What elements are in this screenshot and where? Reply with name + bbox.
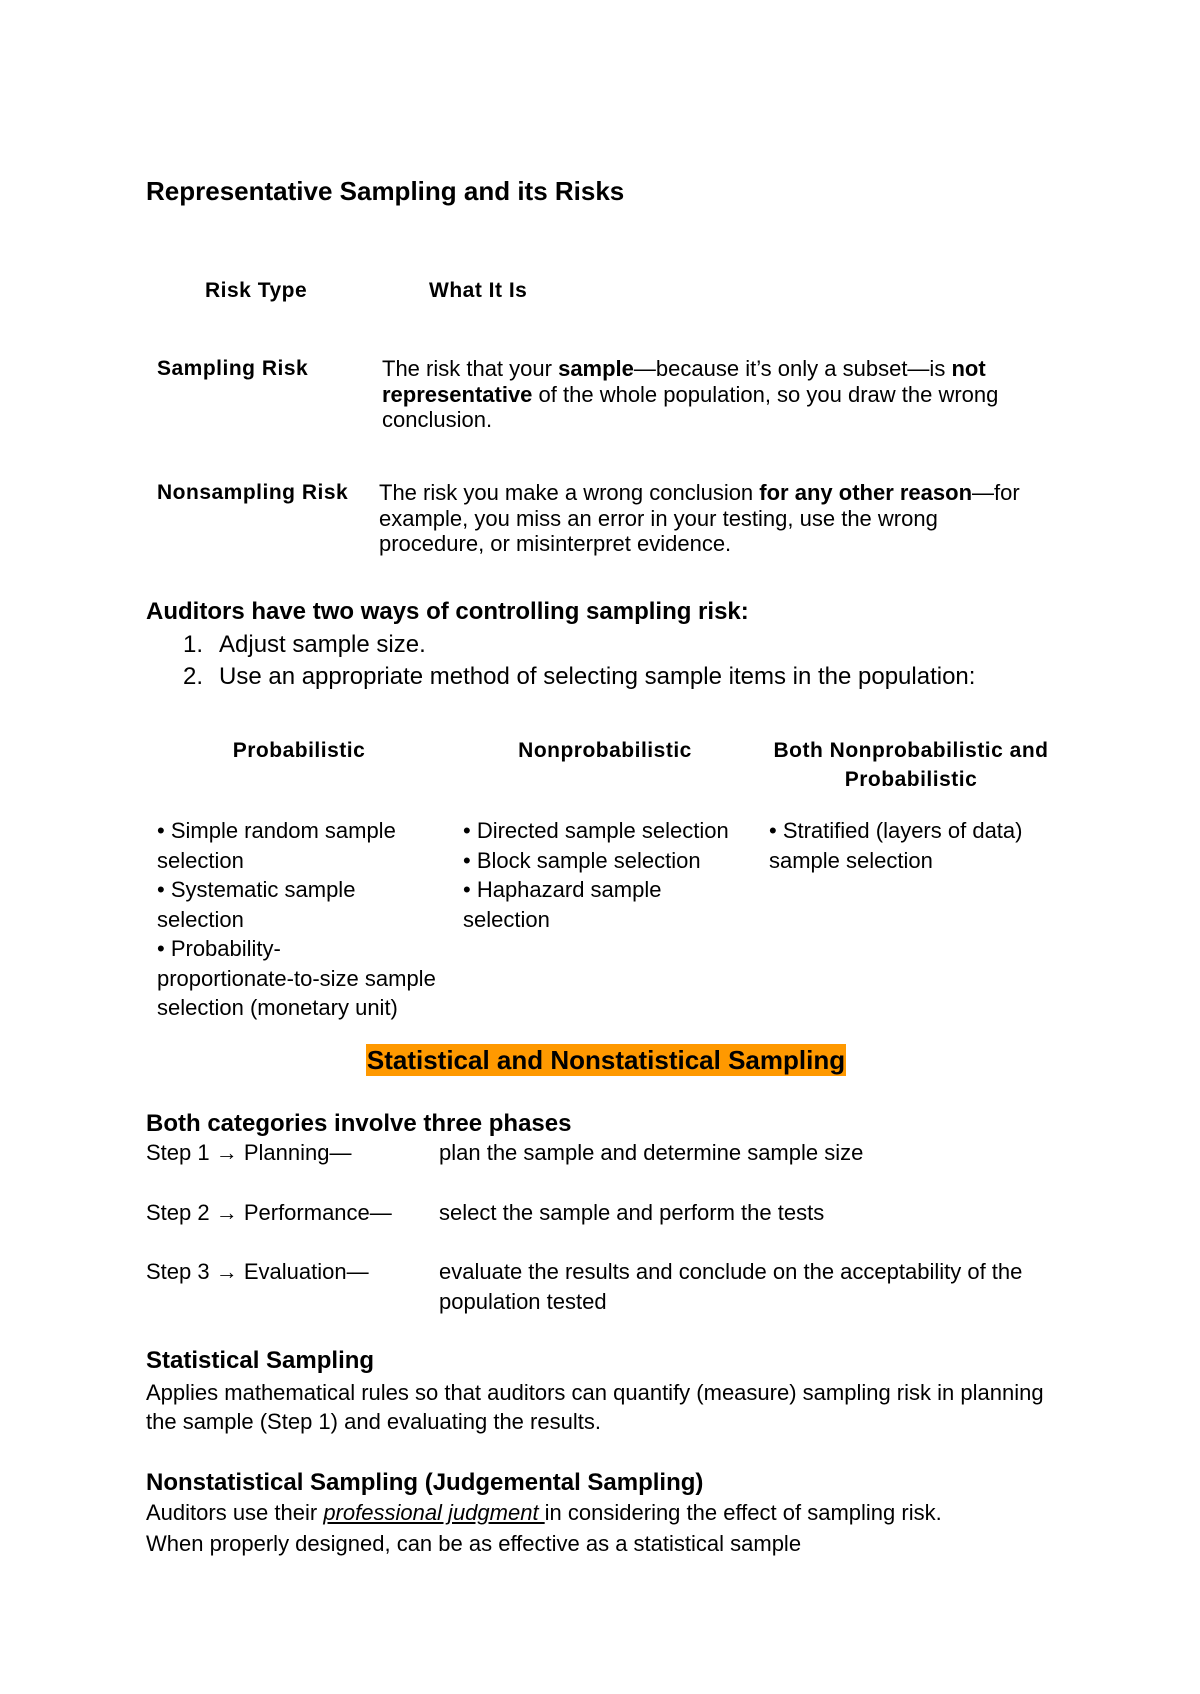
description-bold-text: not representative xyxy=(382,356,986,407)
probabilistic-list xyxy=(146,816,442,1023)
paragraph-text: Auditors use their xyxy=(146,1500,324,1525)
nonstatistical-sampling-line-1 xyxy=(146,1498,942,1528)
step-label: Step 2 → Performance— xyxy=(146,1200,392,1225)
both-methods-heading: Both Nonprobabilistic and Probabilistic xyxy=(773,739,1049,791)
description-text: of the whole population, so you draw the wrong conclusion. xyxy=(382,381,999,433)
section-highlight: Statistical and Nonstatistical Sampling xyxy=(366,1045,846,1075)
list-item xyxy=(463,875,748,934)
controls-heading: Auditors have two ways of controlling sampling risk: xyxy=(146,598,749,625)
list-item-text: • Haphazard sample selection xyxy=(463,877,662,932)
sampling-risk-description xyxy=(382,356,1037,433)
list-item-number: 2. xyxy=(183,663,204,690)
step-description: select the sample and perform the tests xyxy=(439,1200,825,1225)
description-text: —for example, you miss an error in your testing, use the wrong procedure, or misinterpret evidence. xyxy=(379,480,1020,557)
list-item-text: • Directed sample selection xyxy=(463,818,729,843)
section-highlight-wrapper xyxy=(146,1044,1066,1076)
probabilistic-heading: Probabilistic xyxy=(232,739,366,762)
description-text: —because it’s only a subset—is xyxy=(633,356,952,381)
list-item-text: Adjust sample size. xyxy=(219,631,426,658)
emphasis-text: professional judgment xyxy=(323,1500,545,1525)
nonsampling-risk-description xyxy=(379,480,1034,557)
step-label: Step 3 → Evaluation— xyxy=(146,1259,369,1284)
both-methods-list xyxy=(758,816,1054,875)
paragraph-text: in considering the effect of sampling risk. xyxy=(544,1500,942,1525)
description-text: The risk you make a wrong conclusion xyxy=(379,480,760,505)
risk-table-header-risk-type: Risk Type xyxy=(205,279,308,302)
list-item-text: • Block sample selection xyxy=(463,847,701,873)
phases-heading: Both categories involve three phases xyxy=(146,1110,572,1137)
list-item xyxy=(463,846,748,876)
statistical-sampling-heading: Statistical Sampling xyxy=(146,1347,375,1374)
description-bold-text: sample xyxy=(558,356,634,381)
list-item-text: • Simple random sample selection xyxy=(157,818,396,873)
statistical-sampling-text: Applies mathematical rules so that auditors can quantify (measure) sampling risk in planning the sample (Step 1) and evaluating the results. xyxy=(146,1380,1044,1434)
list-item-text: • Stratified (layers of data) sample selection xyxy=(769,818,1023,873)
description-text: The risk that your xyxy=(382,356,559,381)
step-label: Step 1 → Planning— xyxy=(146,1140,352,1165)
description-bold-text: for any other reason xyxy=(759,480,973,505)
list-item xyxy=(769,816,1054,875)
list-item xyxy=(463,816,748,846)
list-item-text: Use an appropriate method of selecting sample items in the population: xyxy=(219,663,976,690)
page-title: Representative Sampling and its Risks xyxy=(146,176,625,206)
nonstatistical-sampling-heading: Nonstatistical Sampling (Judgemental Sampling) xyxy=(146,1469,704,1496)
list-item xyxy=(157,934,442,1023)
risk-table-header-what-it-is: What It Is xyxy=(429,279,528,302)
list-item-text: proportionate-to-size sample selection (monetary unit) xyxy=(157,965,436,1020)
nonprobabilistic-heading: Nonprobabilistic xyxy=(518,739,692,762)
step-description: plan the sample and determine sample size xyxy=(439,1140,864,1165)
list-item-text: • Systematic sample selection xyxy=(157,877,356,932)
sampling-risk-label: Sampling Risk xyxy=(157,357,309,380)
list-item-text: • Probability- xyxy=(157,936,281,961)
nonprobabilistic-list xyxy=(452,816,748,934)
list-item xyxy=(157,816,442,875)
step-description: evaluate the results and conclude on the acceptability of the population tested xyxy=(439,1259,1023,1314)
list-item xyxy=(157,875,442,934)
list-item-number: 1. xyxy=(183,631,204,658)
nonsampling-risk-label: Nonsampling Risk xyxy=(157,481,349,504)
nonstatistical-sampling-line-2: When properly designed, can be as effective as a statistical sample xyxy=(146,1531,802,1556)
